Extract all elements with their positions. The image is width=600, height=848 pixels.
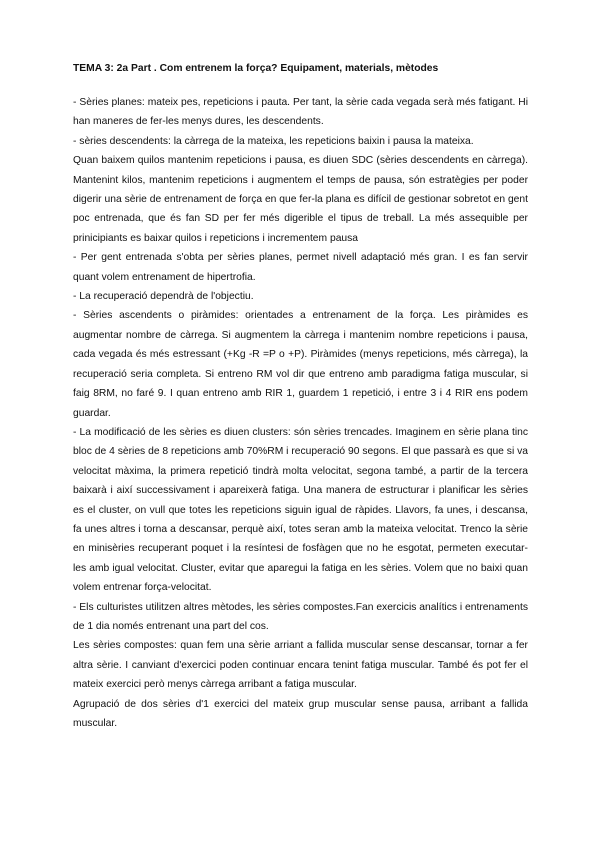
paragraph-series-ascendents: - Sèries ascendents o piràmides: orientades a entrenament de la força. Les piràmides es augmentar nombre de càrrega. Si augmentem la càrrega i mantenim nombre repeticions i pausa, cada vegada és més estressant (+Kg -R =P o +P). Piràmides (menys repeticions, més càrrega), la recuperació seria completa. Si entreno RM vol dir que entreno amb paradigma fatiga muscular, si faig 8RM, no faré 9. I quan entreno amb RIR 1, guardem 1 repetició, i entre 3 i 4 RIR ens podem guardar. [73,310,528,419]
paragraph-sdc: Quan baixem quilos mantenim repeticions i pausa, es diuen SDC (sèries descendents en càrrega). Mantenint kilos, mantenim repeticions i augmentem el temps de pausa, són estratègies per poder digerir una sèrie de entrenament de força en que fer-la plana es difícil de gestionar sobretot en gent poc entrenada, que és fan SD per fer més digerible el tipus de treball. La més assequible per prinicipiants es baixar quilos i repeticions i incrementem pausa [73,155,528,244]
paragraph-culturistes: - Els culturistes utilitzen altres mètodes, les sèries compostes.Fan exercicis analítics i entrenaments de 1 dia només entrenant una part del cos. [73,601,528,632]
paragraph-series-planes: - Sèries planes: mateix pes, repeticions i pauta. Per tant, la sèrie cada vegada serà més fatigant. Hi han maneres de fer-les menys dures, les descendents. [73,97,528,128]
paragraph-series-compostes: Les sèries compostes: quan fem una sèrie arriant a fallida muscular sense descansar, tornar a fer altra sèrie. I canviant d'exercici poden continuar encara tenint fatiga muscular. També és pot fer el mateix exercici però menys càrrega arribant a fatiga muscular. [73,640,528,691]
paragraph-clusters: - La modificació de les sèries es diuen clusters: són sèries trencades. Imaginem en sèrie plana tinc bloc de 4 sèries de 8 repeticions amb 70%RM i recuperació 90 segons. El que passarà es que si va velocitat màxima, la primera repetició tindrà molta velocitat, segona també, a partir de la tercera baixarà i així successivament i apareixerà fatiga. Una manera de estructurar i planificar les sèries es el cluster, on vull que totes les repeticions siguin igual de ràpides. Llavors, fa unes, i descansa, fa unes altres i torna a descansar, perquè així, totes seran amb la mateixa velocitat. Trenco la sèrie en minisèries recuperant poquet i la resíntesi de fosfàgen que no he esgotat, permeten executar-les amb igual velocitat. Cluster, evitar que aparegui la fatiga en les sèries. Volem que no baixi quan volem entrenar força-velocitat. [73,426,528,594]
paragraph-agrupacio: Agrupació de dos sèries d'1 exercici del mateix grup muscular sense pausa, arribant a fallida muscular. [73,698,528,729]
paragraph-gent-entrenada: - Per gent entrenada s'obta per sèries planes, permet nivell adaptació més gran. I es fan servir quant volem entrenament de hipertrofia. [73,252,528,283]
paragraph-recuperacio: - La recuperació dependrà de l'objectiu. [73,291,254,303]
document-title: TEMA 3: 2a Part . Com entrenem la força? Equipament, materials, mètodes [73,63,439,74]
paragraph-series-descendents: - sèries descendents: la càrrega de la mateixa, les repeticions baixin i pausa la mateixa. [73,135,474,147]
document-page [73,62,528,733]
